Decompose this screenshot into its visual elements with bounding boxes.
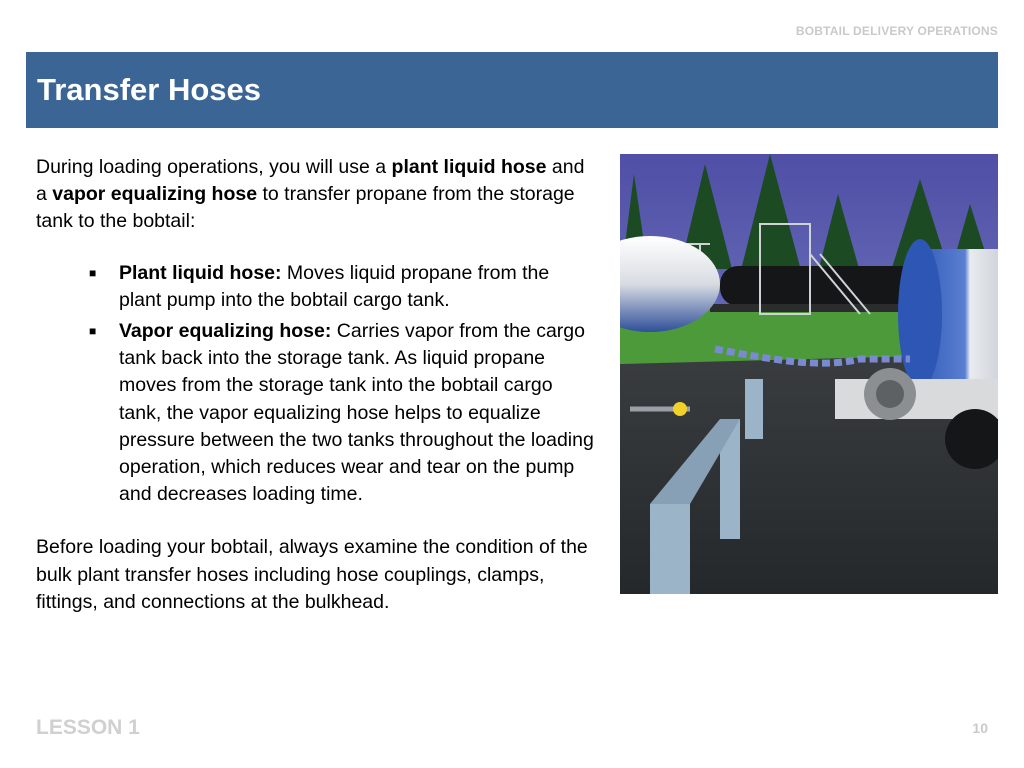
- intro-text-3: to transfer propane from the storage tank to the bobtail:: [36, 183, 575, 233]
- square-bullet-icon: ■: [89, 265, 97, 280]
- title-bar: [26, 52, 998, 128]
- bullet-item-vapor-hose: [89, 318, 596, 508]
- closing-paragraph: Before loading your bobtail, always examine the condition of the bulk plant transfer hoses including hose couplings, clamps, fittings, and connections at the bulkhead.: [36, 536, 588, 613]
- page-number: 10: [972, 720, 988, 736]
- lesson-label: LESSON 1: [36, 716, 140, 739]
- bullet-text: Carries vapor from the cargo tank back into the storage tank. As liquid propane moves from the storage tank into the bobtail cargo tank, the vapor equalizing hose helps to equalize pressure between the two tanks throughout the loading operation, which reduces wear and tear on the pump and decreases loading time.: [119, 320, 594, 506]
- intro-term-liquid-hose: plant liquid hose: [391, 156, 547, 178]
- header-label: BOBTAIL DELIVERY OPERATIONS: [795, 24, 998, 38]
- content-text: [36, 154, 596, 616]
- intro-text-1: During loading operations, you will use a: [36, 156, 392, 178]
- slide-title: Transfer Hoses: [37, 72, 261, 107]
- bullet-list: [36, 260, 596, 509]
- bullet-item-liquid-hose: [89, 260, 596, 314]
- intro-term-vapor-hose: vapor equalizing hose: [52, 183, 258, 206]
- intro-text-2: and a: [36, 156, 585, 206]
- transfer-hoses-illustration: [620, 154, 998, 594]
- bullet-term: Vapor equalizing hose:: [119, 320, 332, 343]
- bullet-term: Plant liquid hose:: [119, 261, 282, 284]
- square-bullet-icon: ■: [89, 324, 97, 339]
- intro-paragraph: [36, 154, 596, 236]
- bullet-text: Moves liquid propane from the plant pump into the bobtail cargo tank.: [119, 261, 550, 311]
